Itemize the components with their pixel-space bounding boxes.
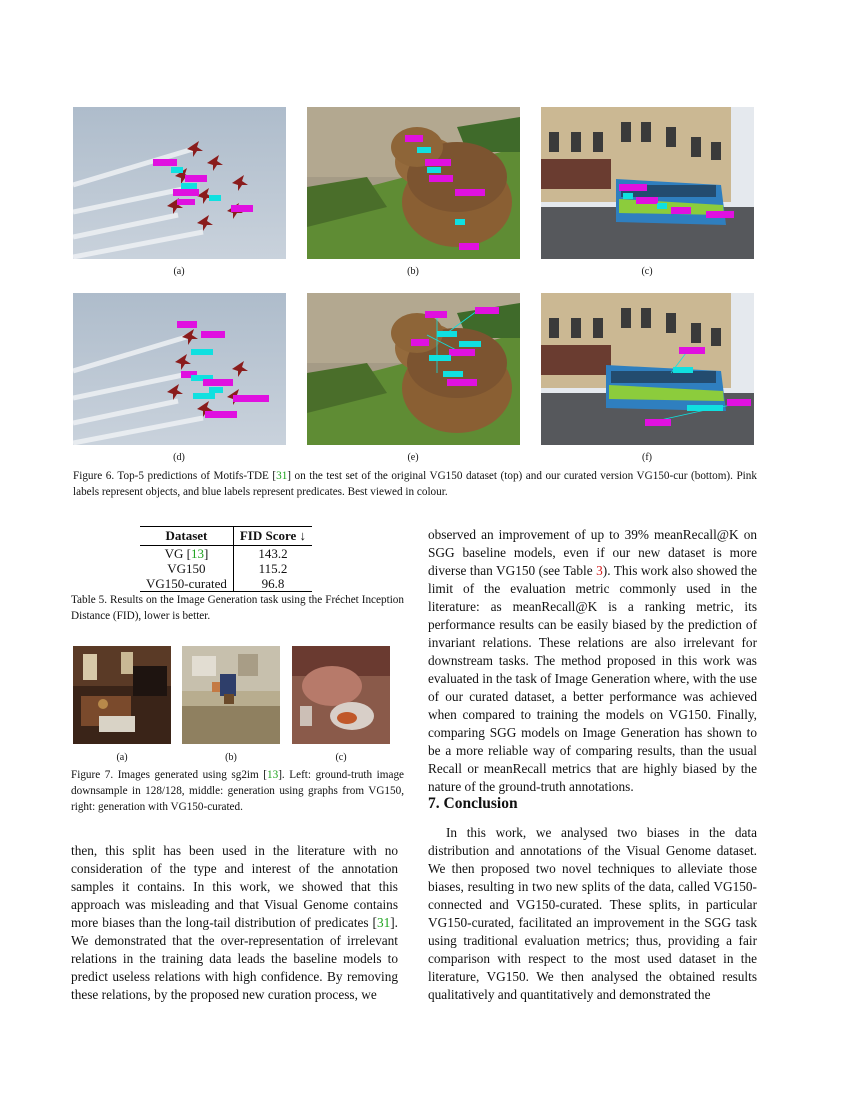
dataset-cell: VG [13] xyxy=(140,546,233,562)
score-cell: 115.2 xyxy=(258,561,288,576)
table-row xyxy=(140,546,312,562)
table-5-caption: Table 5. Results on the Image Generation task using the Fréchet Inception Distance (FID), lower is better. xyxy=(71,594,404,622)
table-row xyxy=(140,576,312,592)
fig6-image-f xyxy=(541,293,754,445)
conclusion-text: In this work, we analysed two biases in the data distribution and annotations of the Visual Genome dataset. We then proposed two novel techniques to alleviate those biases, resulting in two new splits of the data, called VG150-connected and VG150-curated. These splits, in particular VG150-curated, facilitated an improvement in the SGG task using traditional evaluation metrics; thus, providing a fair comparison with respect to the most used dataset in the literature, VG150. We then analysed the obtained results qualitatively and quantitatively and demonstrated the xyxy=(428,825,757,1002)
header-dataset: Dataset xyxy=(140,527,233,546)
fig6-image-b xyxy=(307,107,520,259)
fig6-image-e xyxy=(307,293,520,445)
fig6-image-c xyxy=(541,107,754,259)
fig6-label-e: (e) xyxy=(407,452,419,463)
fig6-image-a xyxy=(73,107,286,259)
fig6-label-b: (b) xyxy=(407,266,419,277)
dataset-cell: VG150-curated xyxy=(140,576,233,592)
fig7-image-c xyxy=(292,646,390,744)
header-fid-score: FID Score ↓ xyxy=(233,527,312,546)
fig6-image-d xyxy=(73,293,286,445)
fig7-label-b: (b) xyxy=(225,752,237,763)
citation-link[interactable]: 31 xyxy=(276,470,288,482)
fig6-label-c: (c) xyxy=(641,266,653,277)
fig7-image-a xyxy=(73,646,171,744)
table-row xyxy=(140,561,312,576)
left-column-paragraph: then, this split has been used in the literature with no consideration of the type and interest of the annotation samples it contains. In this work, we showed that this approach was misleading and that Visual Genome contains more biases than the long-tail distribution of predicates [31]. We demonstrated that the over-representation of irrelevant relations in the training data leads the baseline models to predict useless relations with high confidence. By removing these relations, by the proposed new curation process, we xyxy=(71,843,398,1002)
table-reference-link[interactable]: 3 xyxy=(596,563,603,578)
fig7-image-b xyxy=(182,646,280,744)
fig7-label-c: (c) xyxy=(335,752,347,763)
right-column-paragraph: observed an improvement of up to 39% meanRecall@K on SGG baseline models, even if our new dataset is more diverse than VG150 (see Table 3). This work also showed the limit of the evaluation metric commonly used in the literature: as meanRecall@K is a ranking metric, its performance results can be easily biased by the prediction of invariant relations. These relations are also irrelevant for downstream tasks. The method proposed in this work was evaluated in the task of Image Generation where, with the use of our curated dataset, a better performance was achieved when compared to training the models on VG150. Finally, comparing SGG models on Image Generation has shown to be a more reliable way of comparing results, than the usual Recall or meanRecall metrics that are highly biased by the nature of the ground-truth annotations. xyxy=(428,527,757,794)
table-5 xyxy=(140,526,312,592)
dataset-cell: VG150 xyxy=(140,561,233,576)
section-heading-conclusion: 7. Conclusion xyxy=(428,795,518,812)
table-header-row xyxy=(140,527,312,546)
score-cell: 143.2 xyxy=(258,546,288,561)
citation-link[interactable]: 13 xyxy=(190,546,204,561)
figure-7-caption: Figure 7. Images generated using sg2im [13]. Left: ground-truth image downsample in 128/128, middle: generation using graphs from VG150, right: generation with VG150-curated. xyxy=(71,769,405,813)
fig6-label-a: (a) xyxy=(173,266,185,277)
fig7-label-a: (a) xyxy=(116,752,128,763)
citation-link[interactable]: 13 xyxy=(267,769,279,781)
conclusion-paragraph xyxy=(428,824,757,1004)
fig6-label-d: (d) xyxy=(173,452,185,463)
figure-6-caption: Figure 6. Top-5 predictions of Motifs-TDE [31] on the test set of the original VG150 dataset (top) and our curated version VG150-cur (bottom). Pink labels represent objects, and blue labels represent predicates. Best viewed in colour. xyxy=(73,470,757,498)
score-cell: 96.8 xyxy=(233,576,312,592)
fig6-label-f: (f) xyxy=(642,452,652,463)
citation-link[interactable]: 31 xyxy=(376,915,391,930)
